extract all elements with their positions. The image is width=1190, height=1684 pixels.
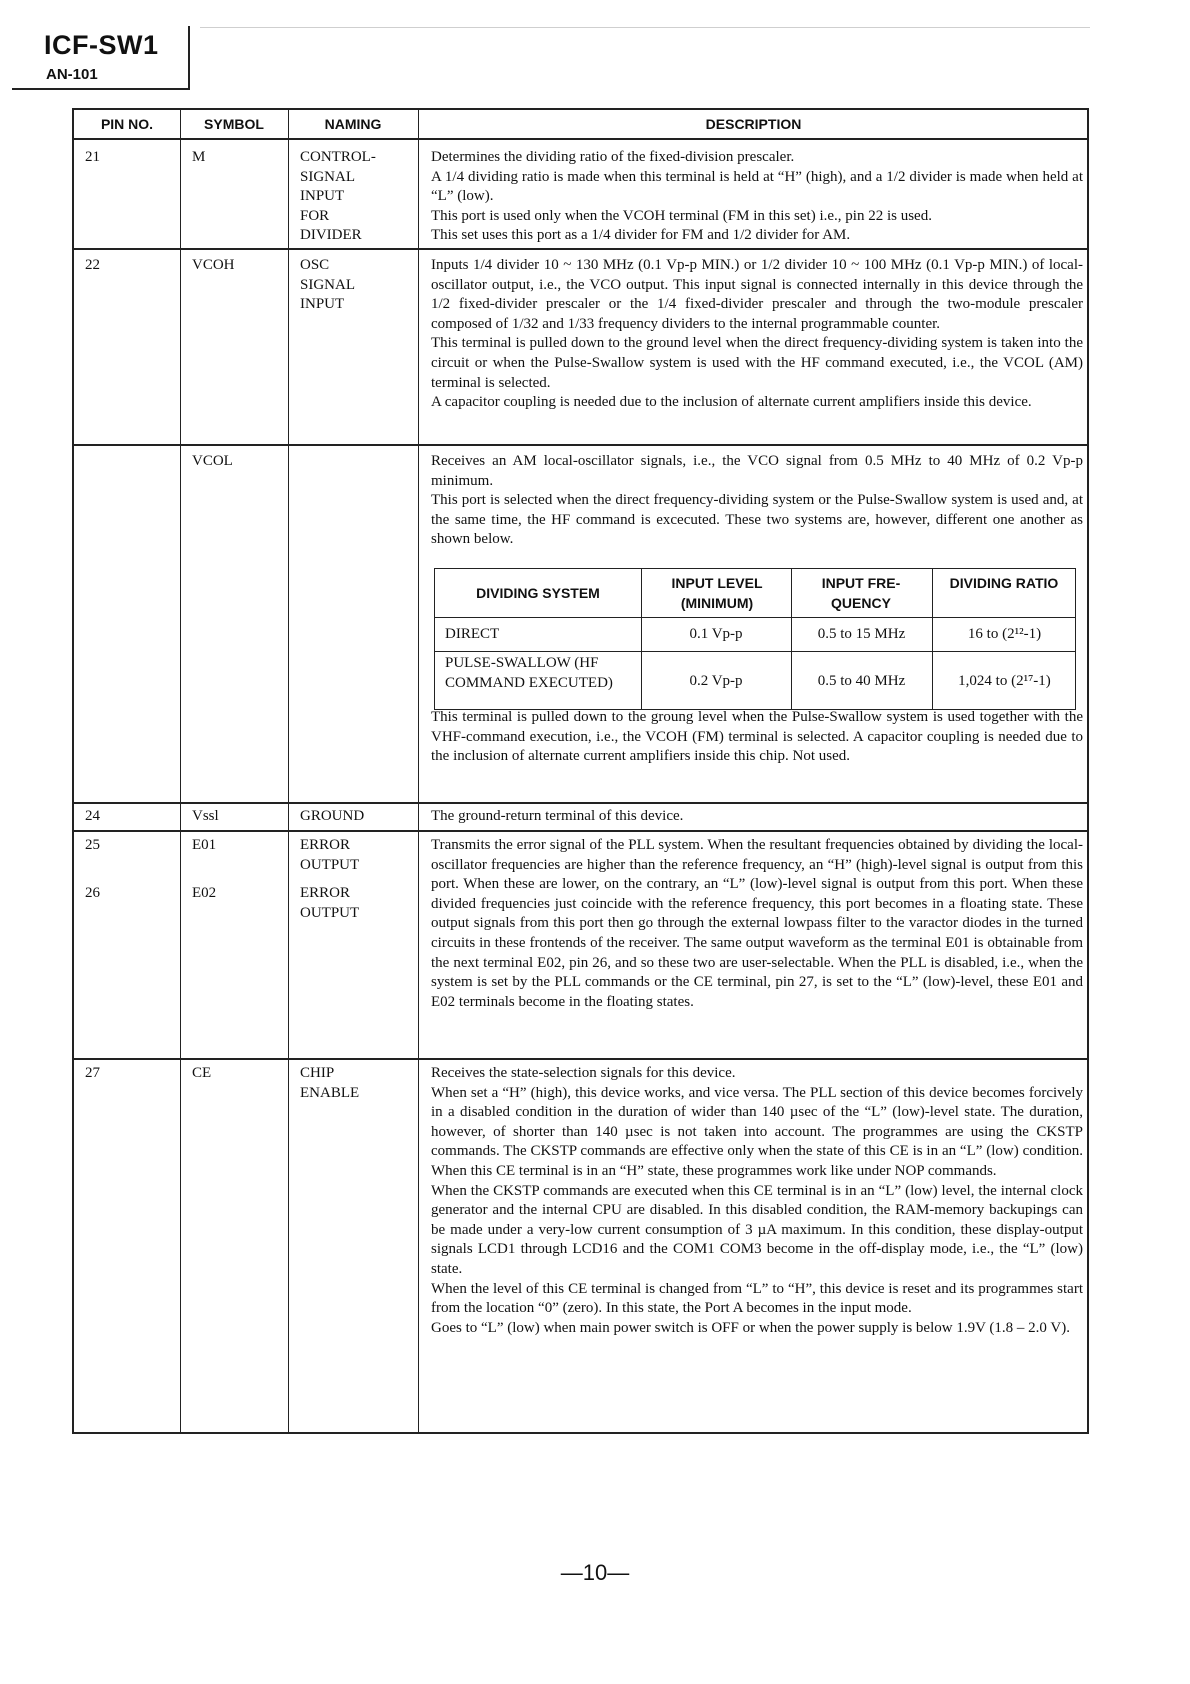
pin-number: 25 [85, 837, 100, 853]
pin-symbol: M [192, 149, 206, 165]
header-description: DESCRIPTION [705, 116, 802, 132]
input-level: 0.1 Vp-p [689, 626, 743, 642]
header-naming: NAMING [324, 116, 382, 132]
pin-symbol: CE [192, 1065, 212, 1081]
header-input-frequency: INPUT FRE-QUENCY [821, 575, 901, 611]
pin-naming: GROUND [300, 808, 365, 824]
pin-symbol: VCOH [192, 257, 235, 273]
pin-number: 22 [85, 257, 100, 273]
dividing-ratio: 1,024 to (2¹⁷-1) [958, 673, 1051, 689]
header-pin-no: PIN NO. [100, 116, 154, 132]
pin-description: Receives the state-selection signals for this device. When set a “H” (high), this device works, and vice versa. The PLL section of this device becomes forcively in a disabled condition in the duration of wider than 140 µsec of the “L” (low)-level state. The duration, however, of shorter than 140 µsec is not taken into account. The programmes are using the CKSTP commands. The CKSTP commands are effective only when the state of this CE is in an “L” (low) condition. When this CE terminal is in an “H” state, these programmes work like under NOP commands. When the CKSTP commands are executed when this CE terminal is in an “L” (low) level, the internal clock generator and the internal CPU are disabled. In this disabled condition, the RAM-memory backupings can be made under a very-low current consumption of 3 µA maximum. In this condition, these display-output signals LCD1 through LCD16 and the COM1 COM3 become in the off-display mode, i.e., the “L” (low) state. When the level of this CE terminal is changed from “L” to “H”, this device is reset and its programmes start from the location “0” (zero). In this state, the Port A becomes in the input mode. Goes to “L” (low) when main power switch is OFF or when the power supply is below 1.9V (1.8 – 2.0 V). [431, 1065, 1083, 1336]
pin-symbol: Vssl [192, 808, 219, 824]
top-rule [200, 27, 1090, 28]
pin-description: Receives an AM local-oscillator signals, i.e., the VCO signal from 0.5 MHz to 40 MHz of 0.2 Vp-p minimum. This port is selected when the direct frequency-dividing system or the Pulse-Swallow system is used and, at the same time, the HF command is excecuted. These two systems are, however, different one another as shown below. [431, 453, 1083, 548]
dividing-table-header [435, 569, 1075, 618]
header-dividing-system: DIVIDING SYSTEM [476, 585, 600, 601]
pin-description: The ground-return terminal of this device. [431, 808, 684, 824]
page-number: —10— [560, 1560, 630, 1585]
header-input-level: INPUT LEVEL (MINIMUM) [671, 575, 763, 611]
header-dividing-ratio: DIVIDING RATIO [949, 575, 1059, 591]
system-name: PULSE-SWALLOW (HF COMMAND EXECUTED) [445, 655, 613, 691]
model-number: ICF-SW1 [44, 30, 159, 60]
pin-description: Inputs 1/4 divider 10 ~ 130 MHz (0.1 Vp-p MIN.) or 1/2 divider 10 ~ 100 MHz (0.1 Vp-p MIN.) of local-oscillator output, i.e., the VCO output. This input signal is connected internally in this device through the 1/2 fixed-divider prescaler or the 1/4 fixed-divider prescaler and through the two-module prescaler composed of 1/32 and 1/33 frequency dividers to the internal programmable counter. This terminal is pulled down to the ground level when the direct frequency-dividing system is taken into the circuit or when the Pulse-Swallow system is used with the HF command executed, i.e., the VCOL (AM) terminal is selected. A capacitor coupling is needed due to the inclusion of alternate current amplifiers inside this device. [431, 257, 1083, 411]
pin-symbol: E02 [192, 885, 217, 901]
pin-description: Transmits the error signal of the PLL system. When the resultant frequencies obtained by dividing the local-oscillator frequencies are higher than the reference frequency, an “H” (high)-level signal is output from this port. When these are lower, on the contrary, an “L” (low)-level signal is output from this port. When these divided frequencies just coincide with the reference frequency, this port becomes in a floating state. These output signals from this port then go through the external lowpass filter to the varactor diodes in the turned circuits in these frontends of the receiver. The same output waveform as the terminal E01 is obtainable from the next terminal E02, pin 26, and so these two are user-selectable. When the PLL is disabled, i.e., when the system is set by the PLL commands or the CE terminal, pin 27, is set to the “L” (low)-level, these E01 and E02 terminals become in the floating states. [431, 837, 1083, 1010]
pin-number: 24 [85, 808, 100, 824]
table-row [74, 140, 1087, 250]
pin-symbol: VCOL [192, 453, 233, 469]
table-row [435, 619, 1075, 652]
pin-naming: ERROR OUTPUT [300, 885, 360, 921]
pin-naming: ERROR OUTPUT [300, 837, 360, 873]
input-frequency: 0.5 to 40 MHz [817, 673, 906, 689]
pin-description-table [72, 108, 1089, 1434]
table-row [74, 250, 1087, 446]
pin-description: Determines the dividing ratio of the fixed-division prescaler. A 1/4 dividing ratio is made when this terminal is held at “H” (high), and a 1/2 divider is made when held at “L” (low). This port is used only when the VCOH terminal (FM in this set) i.e., pin 22 is used. This set uses this port as a 1/4 divider for FM and 1/2 divider for AM. [431, 149, 1083, 244]
table-row [74, 832, 1087, 1060]
system-name: DIRECT [445, 626, 500, 642]
pin-number: 21 [85, 149, 100, 165]
pin-number: 26 [85, 885, 100, 901]
model-sub-code: AN-101 [46, 66, 98, 83]
header-symbol: SYMBOL [204, 116, 264, 132]
pin-number: 27 [85, 1065, 100, 1081]
pin-description-continued: This terminal is pulled down to the groung level when the Pulse-Swallow system is used together with the VHF-command execution, i.e., the VCOH (FM) terminal is selected. A capacitor coupling is needed due to the inclusion of alternate current amplifiers inside this chip. Not used. [431, 709, 1083, 765]
table-row [74, 1060, 1087, 1432]
table-row [74, 804, 1087, 832]
pin-naming: CONTROL- SIGNAL INPUT FOR DIVIDER [300, 149, 376, 244]
table-row [435, 652, 1075, 710]
pin-naming: CHIP ENABLE [300, 1065, 360, 1101]
input-level: 0.2 Vp-p [689, 673, 743, 689]
dividing-ratio: 16 to (2¹²-1) [967, 626, 1042, 642]
document-header [12, 26, 190, 90]
table-header-row [74, 110, 1087, 140]
pin-naming: OSC SIGNAL INPUT [300, 257, 355, 313]
dividing-system-table [434, 568, 1076, 710]
pin-symbol: E01 [192, 837, 217, 853]
input-frequency: 0.5 to 15 MHz [817, 626, 906, 642]
